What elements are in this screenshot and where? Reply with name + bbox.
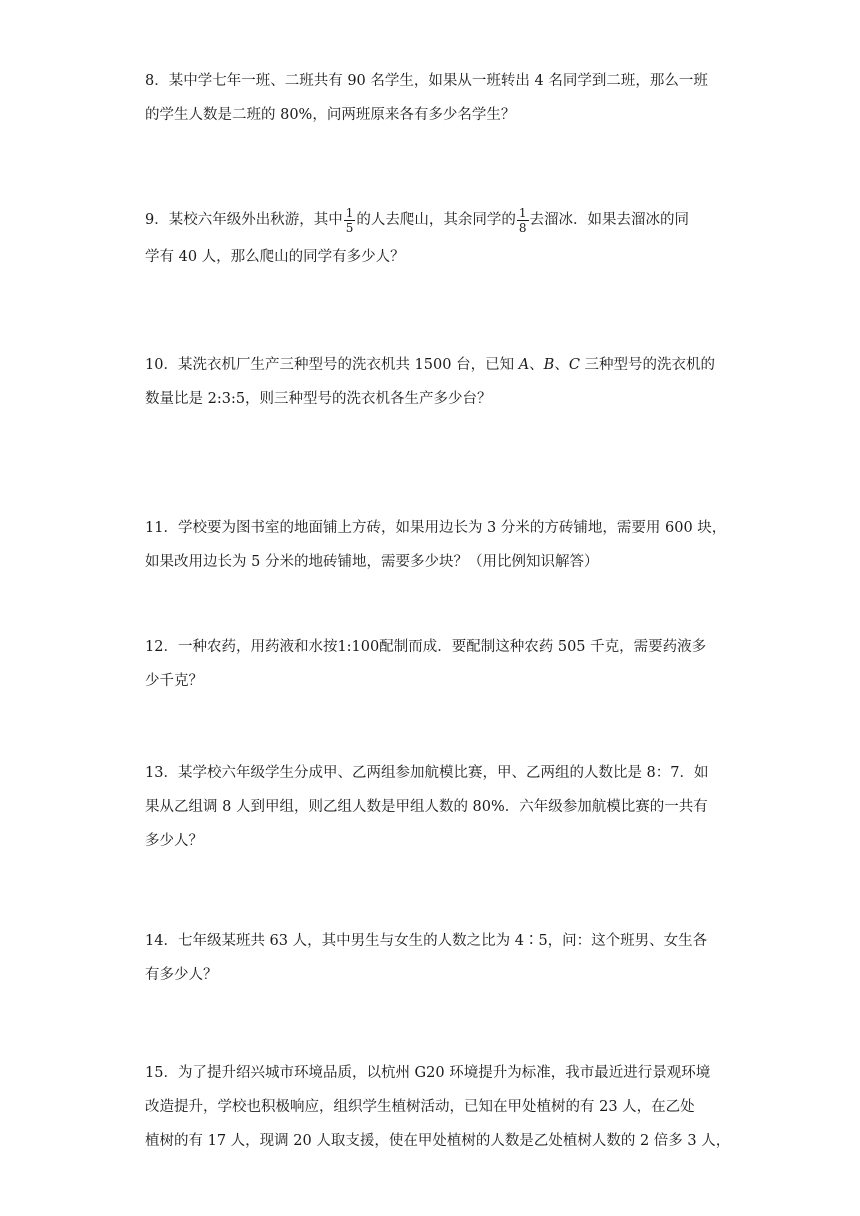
fraction-one-eighth (517, 206, 529, 235)
question-12 (145, 630, 725, 698)
question-text-line: 有多少人？ (145, 967, 218, 983)
question-15 (145, 1056, 731, 1158)
text-segment: 、 (529, 357, 544, 373)
fraction-numerator: 1 (345, 205, 354, 220)
question-text-line: 8．某中学七年一班、二班共有 90 名学生，如果从一班转出 4 名同学到二班，那么一班 (145, 73, 708, 89)
question-9 (145, 200, 725, 274)
text-segment: 、 (554, 357, 569, 373)
question-8 (145, 64, 725, 132)
question-text-line (145, 348, 725, 382)
fraction-numerator: 1 (518, 205, 527, 220)
question-text-line (145, 200, 725, 240)
text-segment: 10．某洗衣机厂生产三种型号的洗衣机共 1500 台，已知 (145, 357, 519, 373)
question-text-line: 数量比是 2:3:5，则三种型号的洗衣机各生产多少台？ (145, 391, 492, 407)
question-text-line: 14．七年级某班共 63 人，其中男生与女生的人数之比为 4∶5，问：这个班男、女生各 (145, 933, 708, 949)
question-text-line: 少千克？ (145, 673, 203, 689)
text-segment: 去溜冰．如果去溜冰的同 (529, 212, 690, 228)
question-text-line: 果从乙组调 8 人到甲组，则乙组人数是甲组人数的 80%．六年级参加航模比赛的一共有 (145, 799, 708, 815)
question-text-line: 多少人？ (145, 833, 203, 849)
question-14 (145, 924, 725, 992)
text-segment: 的人去爬山，其余同学的 (356, 212, 516, 228)
fraction-one-fifth (344, 206, 356, 235)
model-label: C (568, 357, 580, 373)
question-text-line: 11．学校要为图书室的地面铺上方砖，如果用边长为 3 分米的方砖铺地，需要用 600 块， (145, 520, 727, 536)
question-text-line: 的学生人数是二班的 80%，问两班原来各有多少名学生？ (145, 107, 516, 123)
question-10 (145, 348, 725, 416)
question-11 (145, 511, 725, 579)
fraction-denominator: 5 (345, 220, 354, 235)
question-text-line: 12．一种农药，用药液和水按1:100配制而成．要配制这种农药 505 千克，需要药液多 (145, 639, 707, 655)
question-text-line: 学有 40 人，那么爬山的同学有多少人？ (145, 249, 405, 265)
fraction-denominator: 8 (518, 220, 527, 235)
question-13 (145, 756, 725, 858)
text-segment: 三种型号的洗衣机的 (579, 357, 716, 373)
model-label: A (518, 357, 530, 373)
text-segment: 9．某校六年级外出秋游，其中 (145, 212, 343, 228)
model-label: B (543, 357, 555, 373)
question-text-line: 植树的有 17 人，现调 20 人取支援，使在甲处植树的人数是乙处植树人数的 2 倍多 3 人， (145, 1133, 731, 1149)
question-text-line: 改造提升，学校也积极响应，组织学生植树活动，已知在甲处植树的有 23 人，在乙处 (145, 1099, 695, 1115)
question-text-line: 如果改用边长为 5 分米的地砖铺地，需要多少块？（用比例知识解答） (145, 554, 599, 570)
question-text-line: 15．为了提升绍兴城市环境品质，以杭州 G20 环境提升为标准，我市最近进行景观环境 (145, 1065, 711, 1081)
question-text-line: 13．某学校六年级学生分成甲、乙两组参加航模比赛，甲、乙两组的人数比是 8：7．如 (145, 765, 709, 781)
